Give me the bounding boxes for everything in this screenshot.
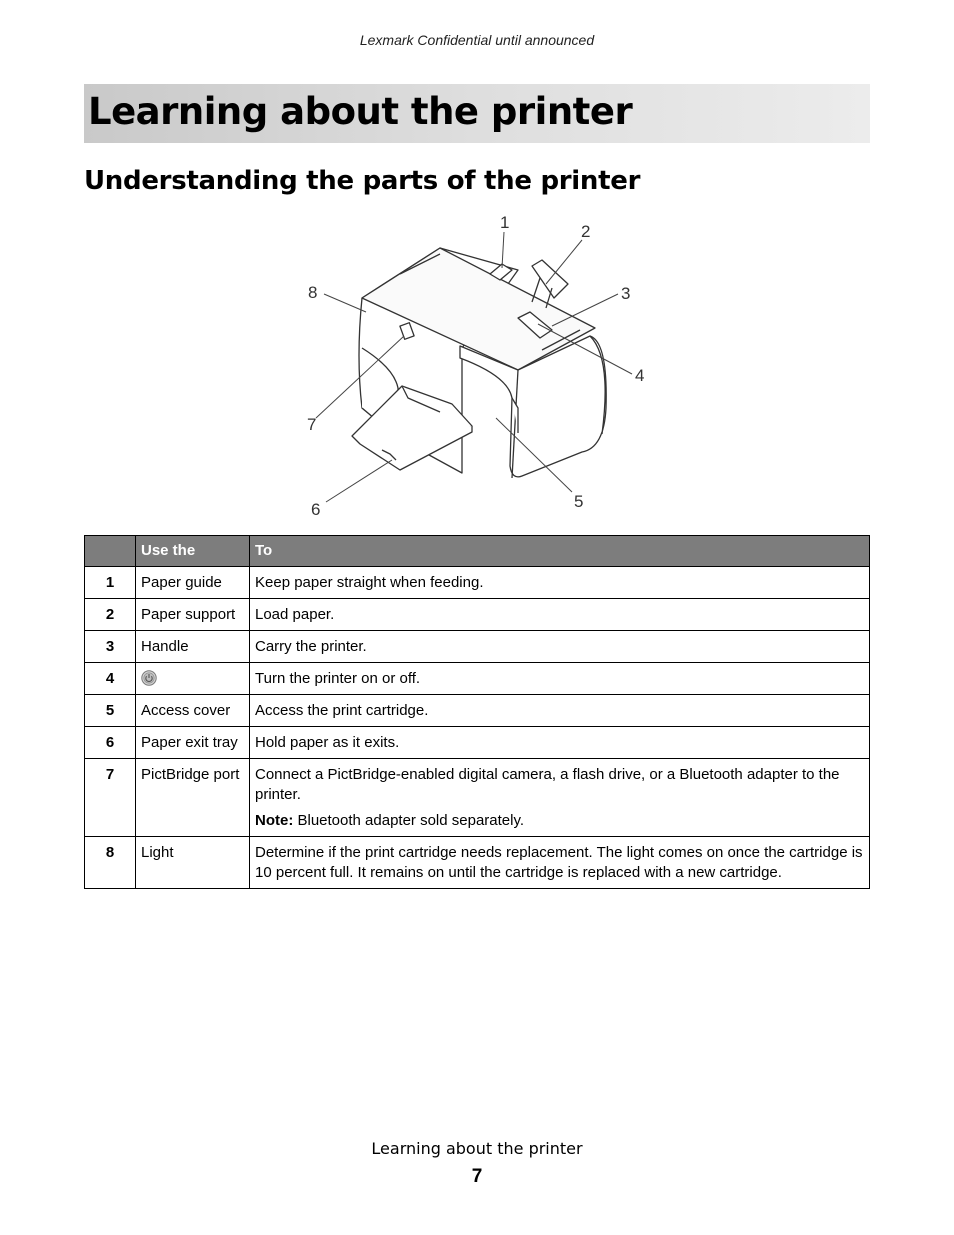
callout-3: 3 bbox=[621, 284, 631, 303]
row-number: 8 bbox=[85, 837, 136, 889]
row-part: Access cover bbox=[136, 695, 250, 727]
row-description-text: Connect a PictBridge-enabled digital camera, a flash drive, or a Bluetooth adapter to the printer. bbox=[255, 766, 840, 803]
header-num bbox=[85, 536, 136, 567]
table-row bbox=[85, 599, 870, 631]
row-number: 2 bbox=[85, 599, 136, 631]
header-to: To bbox=[250, 536, 870, 567]
chapter-title: Learning about the printer bbox=[88, 90, 633, 133]
table-row bbox=[85, 663, 870, 695]
row-description: Keep paper straight when feeding. bbox=[250, 567, 870, 599]
callout-8: 8 bbox=[308, 283, 318, 302]
row-part: PictBridge port bbox=[136, 759, 250, 837]
table-header-row bbox=[85, 536, 870, 567]
row-description bbox=[250, 759, 870, 837]
row-number: 7 bbox=[85, 759, 136, 837]
row-number: 3 bbox=[85, 631, 136, 663]
footer-chapter-title: Learning about the printer bbox=[371, 1139, 583, 1158]
row-description: Determine if the print cartridge needs replacement. The light comes on once the cartridge is 10 percent full. It remains on until the cartridge is replaced with a new cartridge. bbox=[250, 837, 870, 889]
callout-6: 6 bbox=[311, 500, 321, 519]
callout-7: 7 bbox=[307, 415, 317, 434]
row-part: Paper exit tray bbox=[136, 727, 250, 759]
chapter-banner bbox=[84, 84, 870, 143]
row-part: Handle bbox=[136, 631, 250, 663]
row-number: 4 bbox=[85, 663, 136, 695]
table-row bbox=[85, 759, 870, 837]
callout-1: 1 bbox=[500, 213, 510, 232]
note-text: Bluetooth adapter sold separately. bbox=[293, 812, 525, 829]
printer-illustration bbox=[290, 208, 670, 524]
row-part: Light bbox=[136, 837, 250, 889]
row-description: Carry the printer. bbox=[250, 631, 870, 663]
row-description: Load paper. bbox=[250, 599, 870, 631]
power-button-icon bbox=[141, 670, 157, 686]
row-number: 6 bbox=[85, 727, 136, 759]
callout-2: 2 bbox=[581, 222, 591, 241]
row-part: Paper support bbox=[136, 599, 250, 631]
header-use-the: Use the bbox=[136, 536, 250, 567]
row-note bbox=[255, 811, 864, 831]
row-number: 5 bbox=[85, 695, 136, 727]
table-row bbox=[85, 567, 870, 599]
table-row bbox=[85, 695, 870, 727]
callout-4: 4 bbox=[635, 366, 645, 385]
row-part bbox=[136, 663, 250, 695]
callout-5: 5 bbox=[574, 492, 584, 511]
page-number: 7 bbox=[471, 1166, 483, 1187]
row-description: Turn the printer on or off. bbox=[250, 663, 870, 695]
row-description: Access the print cartridge. bbox=[250, 695, 870, 727]
table-row bbox=[85, 837, 870, 889]
table-row bbox=[85, 727, 870, 759]
note-label: Note: bbox=[255, 812, 294, 829]
printer-parts-figure bbox=[290, 208, 670, 524]
section-title: Understanding the parts of the printer bbox=[84, 166, 641, 196]
parts-table bbox=[84, 535, 870, 889]
row-part: Paper guide bbox=[136, 567, 250, 599]
row-number: 1 bbox=[85, 567, 136, 599]
row-description: Hold paper as it exits. bbox=[250, 727, 870, 759]
confidential-header: Lexmark Confidential until announced bbox=[359, 32, 595, 48]
table-row bbox=[85, 631, 870, 663]
